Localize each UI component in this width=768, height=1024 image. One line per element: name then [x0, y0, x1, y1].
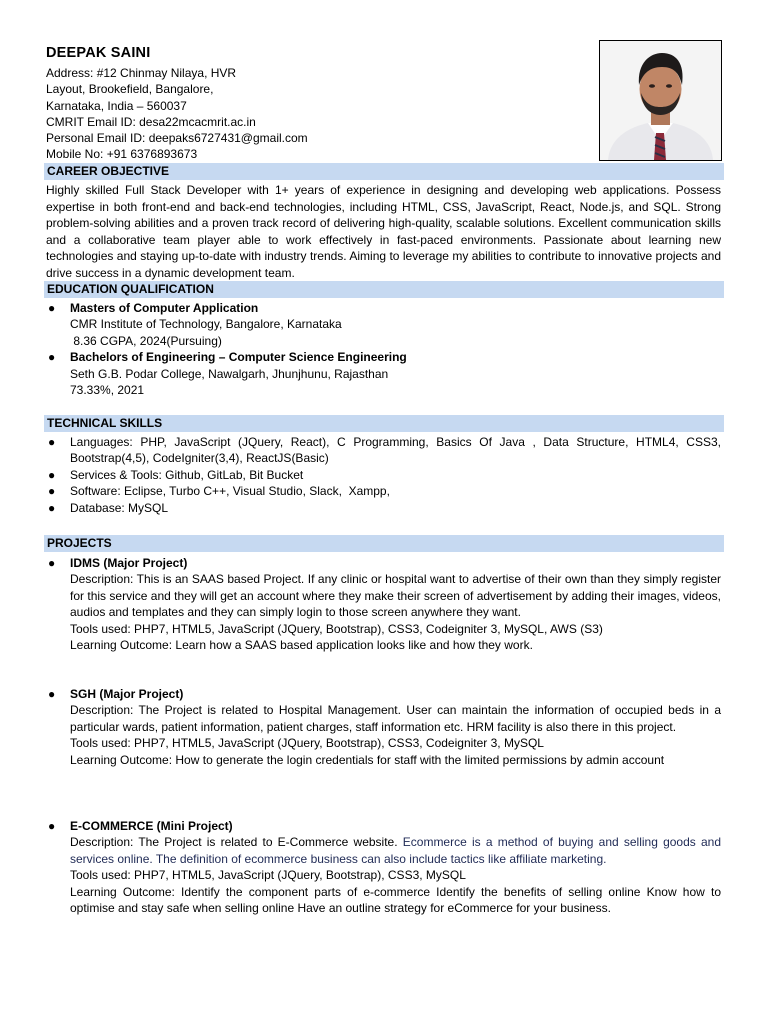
- skill-item: [46, 483, 721, 499]
- address-line-1: Address: #12 Chinmay Nilaya, HVR: [46, 66, 237, 80]
- education-list: [46, 300, 721, 398]
- project-tools: Tools used: PHP7, HTML5, JavaScript (JQuery, Bootstrap), CSS3, Codeigniter 3, MySQL: [70, 736, 544, 751]
- degree-title: Masters of Computer Application: [70, 301, 259, 315]
- education-item: [46, 349, 721, 398]
- project-outcome: Learning Outcome: Identify the component parts of e-commerce Identify the benefits of selling online Know how to optimise and stay safe when selling online Have an outline strategy for eCommerce for your business.: [70, 884, 721, 916]
- project-entry: [46, 555, 721, 653]
- skill-item: [46, 500, 721, 516]
- education-item: [46, 300, 721, 349]
- project-entry: [46, 686, 721, 768]
- mobile-number: Mobile No: +91 6376893673: [46, 147, 198, 162]
- profile-photo: [599, 40, 722, 161]
- person-portrait-icon: [600, 41, 721, 160]
- skills-list: [46, 434, 721, 516]
- bullet-icon: ●: [48, 687, 56, 701]
- career-objective-text: Highly skilled Full Stack Developer with 1+ years of experience in designing and developing web applications. Possess expertise in both front-end and back-end technologies, including HTML, CSS, JavaScript, React, Node.js, and SQL. Strong problem-solving abilities and a proven track record of delivering high-quality, scalable solutions. Excellent communication skills and a collaborative team player able to work effectively in fast-paced environments. Passionate about learning new technologies and staying up-to-date with industry trends. Aiming to leverage my abilities to contribute to innovative projects and drive success in a dynamic development team.: [46, 183, 721, 280]
- education-score: 8.36 CGPA, 2024(Pursuing): [70, 333, 222, 348]
- project-item: [46, 818, 721, 916]
- skill-item: [46, 434, 721, 467]
- bullet-icon: ●: [48, 484, 56, 499]
- project-tools: Tools used: PHP7, HTML5, JavaScript (JQuery, Bootstrap), CSS3, Codeigniter 3, MySQL, AWS (S3): [70, 621, 603, 636]
- description-prefix: Description: The Project is related to E-Commerce website.: [70, 835, 403, 850]
- bullet-icon: ●: [48, 435, 56, 449]
- address-line-2: Layout, Brookefield, Bangalore,: [46, 82, 214, 97]
- institute-name: Seth G.B. Podar College, Nawalgarh, Jhunjhunu, Rajasthan: [70, 366, 389, 381]
- contact-block: [46, 65, 566, 163]
- skill-text: Software: Eclipse, Turbo C++, Visual Studio, Slack, Xampp,: [70, 484, 390, 499]
- bullet-icon: ●: [48, 556, 56, 570]
- skill-text: Database: MySQL: [70, 500, 169, 515]
- skill-text: Services & Tools: Github, GitLab, Bit Bucket: [70, 467, 304, 482]
- project-description: Description: This is an SAAS based Project. If any clinic or hospital want to advertise of their own than they simply register for this service and they will get an account where they make their screen of advertisement by adding their images, videos, audios and templates and they can simply login to those screen anywhere they want.: [70, 572, 721, 620]
- bullet-icon: ●: [48, 500, 56, 515]
- section-career-objective: CAREER OBJECTIVE: [44, 163, 724, 180]
- candidate-name: DEEPAK SAINI: [46, 45, 151, 61]
- section-education: EDUCATION QUALIFICATION: [44, 281, 724, 298]
- project-entry: [46, 818, 721, 916]
- degree-title: Bachelors of Engineering – Computer Science Engineering: [70, 350, 407, 365]
- project-title: IDMS (Major Project): [70, 556, 188, 570]
- project-outcome: Learning Outcome: Learn how a SAAS based application looks like and how they work.: [70, 638, 533, 653]
- section-technical-skills: TECHNICAL SKILLS: [44, 415, 724, 432]
- address-line-3: Karnataka, India – 560037: [46, 98, 187, 113]
- description-highlight: Ecommerce is a method of buying and selling goods and services online. The definition of ecommerce business can also include tactics like affiliate marketing.: [70, 835, 721, 866]
- bullet-icon: ●: [48, 819, 56, 833]
- section-projects: PROJECTS: [44, 535, 724, 552]
- skill-text: Languages: PHP, JavaScript (JQuery, React), C Programming, Basics Of Java , Data Structure, HTML4, CSS3, Bootstrap(4,5), CodeIgniter(3,4), ReactJS(Basic): [70, 435, 721, 466]
- bullet-icon: ●: [48, 301, 56, 315]
- skill-item: [46, 467, 721, 483]
- project-description: [70, 834, 721, 867]
- project-title: SGH (Major Project): [70, 687, 184, 701]
- project-outcome: Learning Outcome: How to generate the login credentials for staff with the limited permissions by admin account: [70, 752, 665, 767]
- bullet-icon: ●: [48, 467, 56, 482]
- cmrit-email: CMRIT Email ID: desa22mcacmrit.ac.in: [46, 114, 256, 129]
- project-item: [46, 686, 721, 768]
- project-item: [46, 555, 721, 653]
- institute-name: CMR Institute of Technology, Bangalore, Karnataka: [70, 317, 342, 332]
- project-description: Description: The Project is related to Hospital Management. User can maintain the information of occupied beds in a particular wards, patient information, patient charges, staff information etc. HRM facility is also there in this project.: [70, 703, 721, 734]
- project-tools: Tools used: PHP7, HTML5, JavaScript (JQuery, Bootstrap), CSS3, MySQL: [70, 868, 466, 883]
- personal-email: Personal Email ID: deepaks6727431@gmail.com: [46, 131, 308, 146]
- education-score: 73.33%, 2021: [70, 383, 145, 398]
- project-title: E-COMMERCE (Mini Project): [70, 819, 233, 833]
- bullet-icon: ●: [48, 350, 56, 365]
